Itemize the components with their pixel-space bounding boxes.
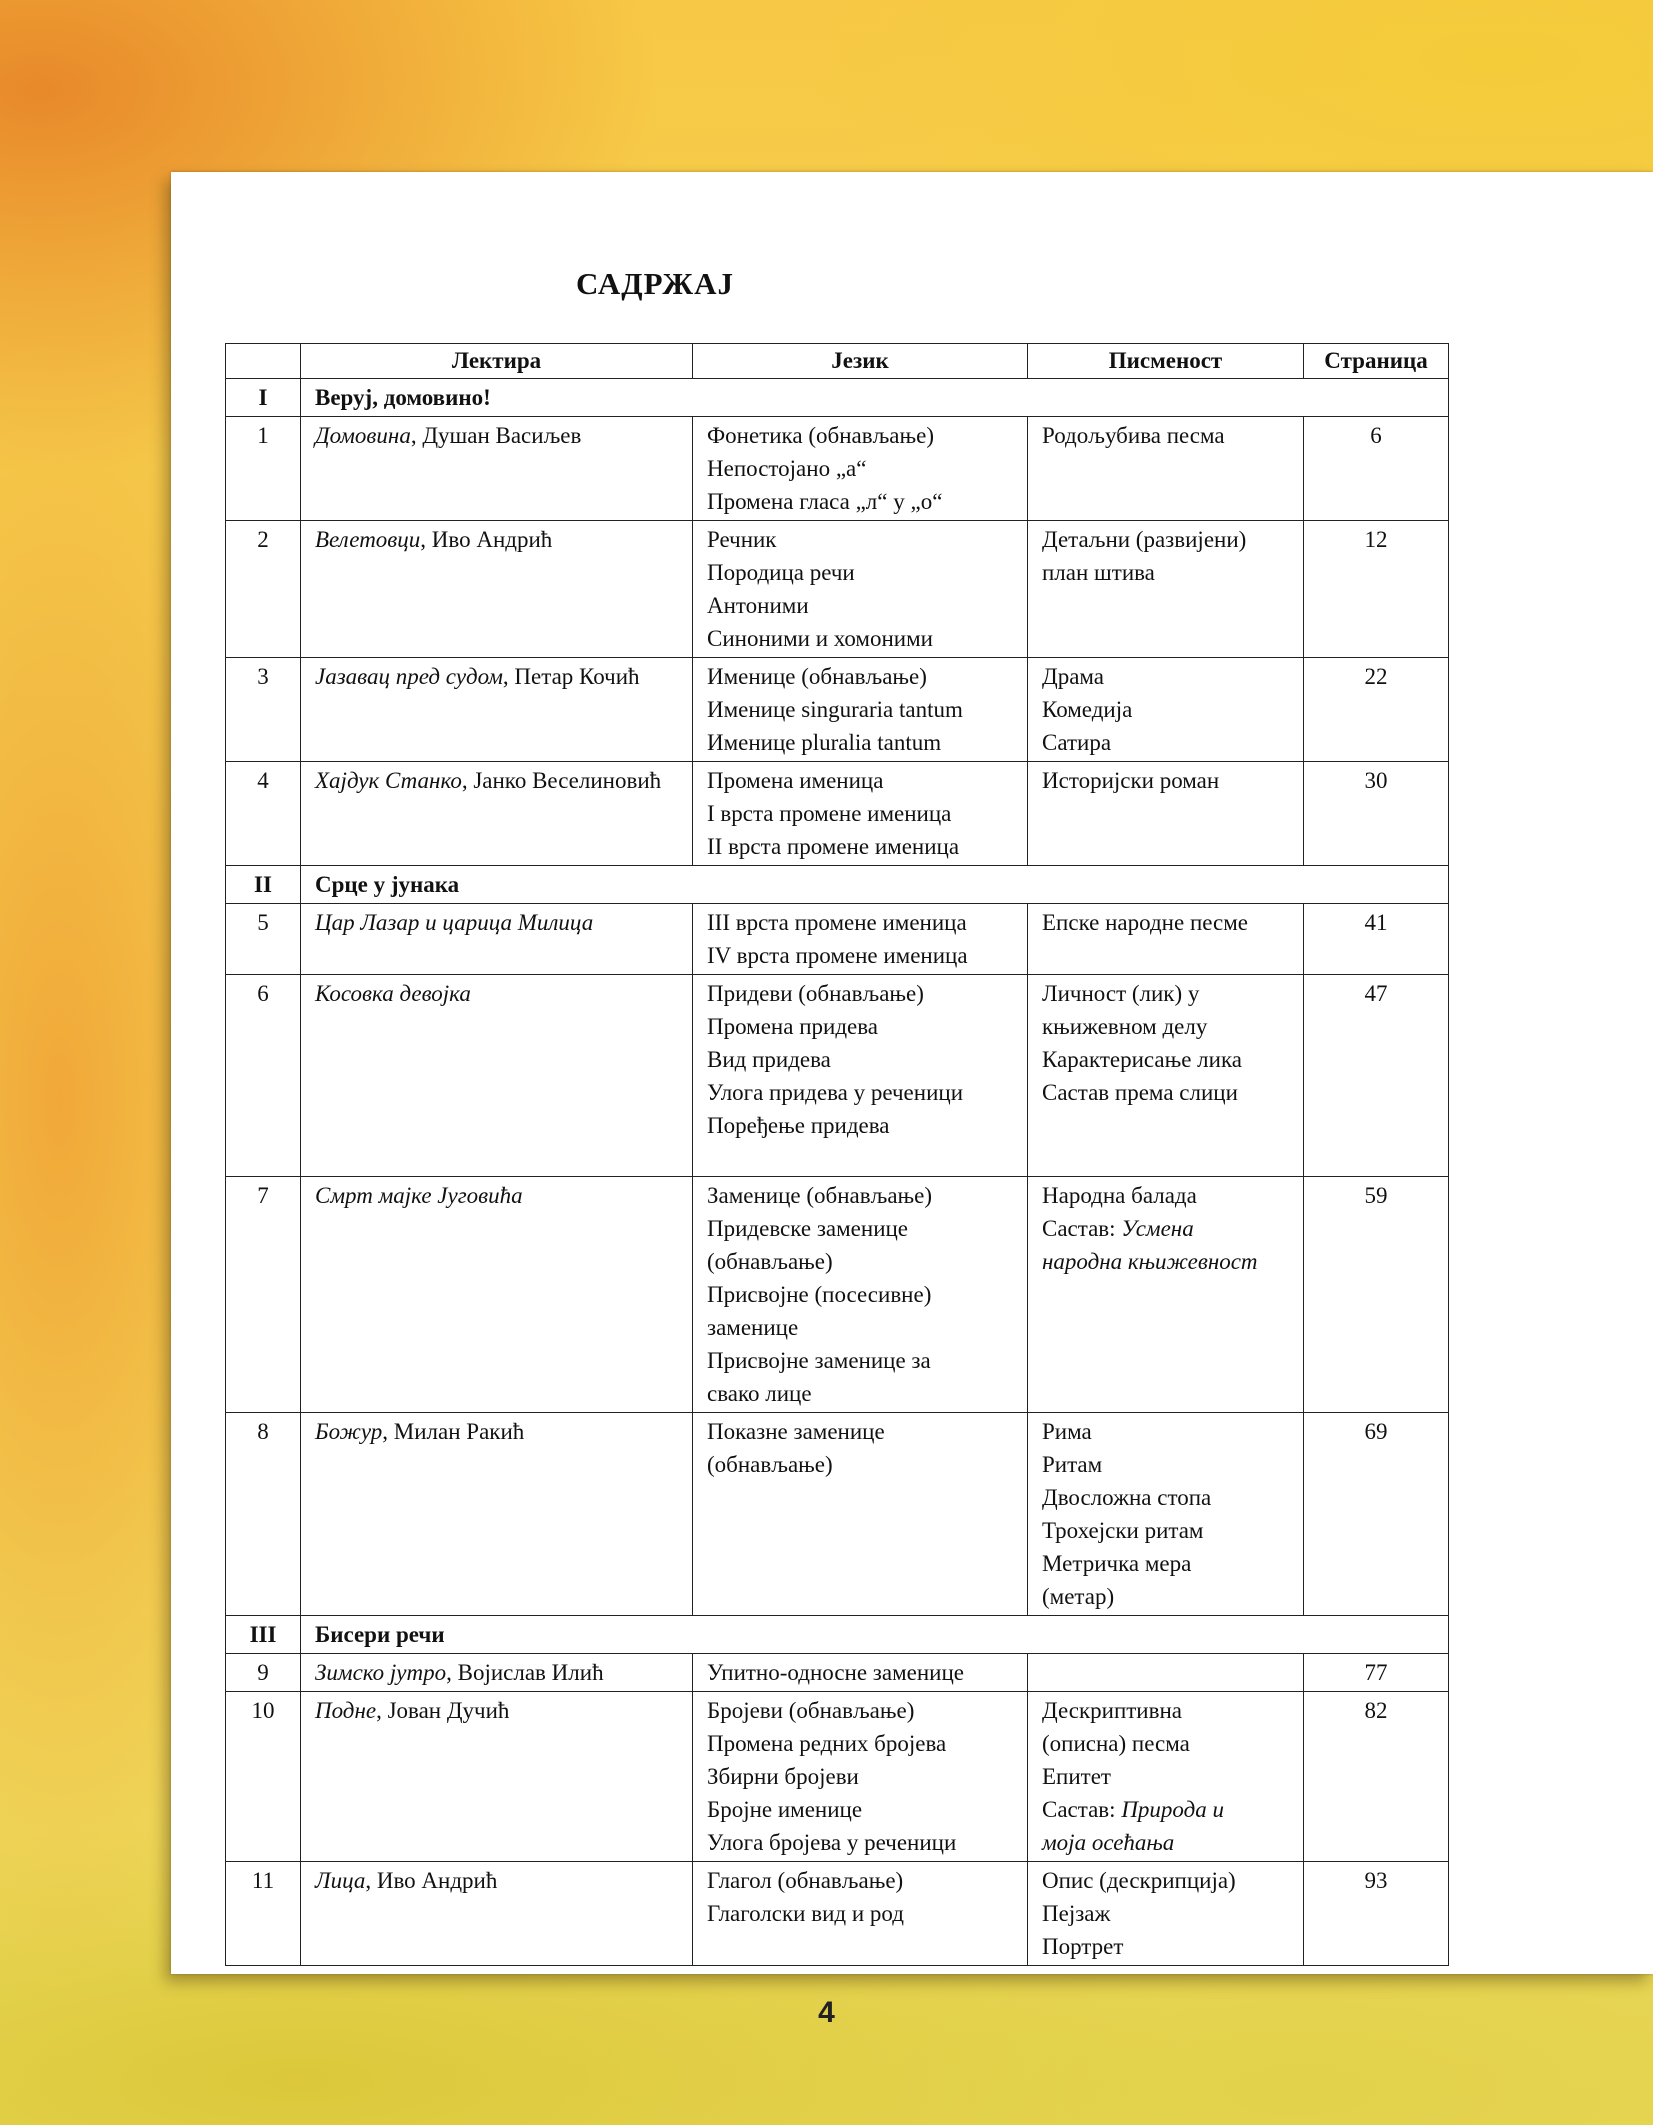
- pismenost-cell: [1028, 1413, 1304, 1616]
- lektira-cell: [301, 521, 693, 658]
- work-author: , Иво Андрић: [365, 1868, 498, 1893]
- page-ref: 77: [1304, 1654, 1449, 1692]
- pismenost-item: (метар): [1042, 1584, 1115, 1609]
- row-number: 11: [226, 1862, 301, 1966]
- jezik-item: Промена придева: [707, 1014, 878, 1039]
- row-number: 3: [226, 658, 301, 762]
- lektira-cell: [301, 1413, 693, 1616]
- pismenost-italic: Природа и: [1121, 1797, 1225, 1822]
- pismenost-cell: [1028, 1862, 1304, 1966]
- jezik-item: Именице pluralia tantum: [707, 730, 942, 755]
- pismenost-item: план штива: [1042, 560, 1155, 585]
- pismenost-item: Опис (дескрипција): [1042, 1868, 1236, 1893]
- contents-table: [225, 343, 1449, 1966]
- work-title: Цар Лазар и царица Милица: [315, 910, 594, 935]
- page-ref: 93: [1304, 1862, 1449, 1966]
- pismenost-cell: [1028, 1692, 1304, 1862]
- pismenost-item: [1042, 1212, 1289, 1245]
- pismenost-cell: [1028, 521, 1304, 658]
- header-stranica: Страница: [1304, 344, 1449, 379]
- pismenost-item: Народна балада: [1042, 1183, 1197, 1208]
- table-row: [226, 521, 1449, 658]
- jezik-cell: [693, 1654, 1028, 1692]
- header-pismenost: Писменост: [1028, 344, 1304, 379]
- jezik-item: свако лице: [707, 1381, 812, 1406]
- page-ref: 47: [1304, 975, 1449, 1177]
- table-row: [226, 904, 1449, 975]
- jezik-item: Глаголски вид и род: [707, 1901, 904, 1926]
- table-row: [226, 762, 1449, 866]
- pismenost-item: Портрет: [1042, 1934, 1124, 1959]
- jezik-item: III врста промене именица: [707, 910, 967, 935]
- lektira-cell: [301, 762, 693, 866]
- table-row: [226, 417, 1449, 521]
- pismenost-item: Карактерисање лика: [1042, 1047, 1243, 1072]
- jezik-item: (обнављање): [707, 1452, 833, 1477]
- work-title: Подне: [315, 1698, 377, 1723]
- jezik-item: Непостојано „а“: [707, 456, 867, 481]
- pismenost-item: Метричка мера: [1042, 1551, 1192, 1576]
- lektira-cell: [301, 1862, 693, 1966]
- lektira-cell: [301, 904, 693, 975]
- jezik-item: Антоними: [707, 593, 809, 618]
- jezik-item: Бројеви (обнављање): [707, 1698, 915, 1723]
- jezik-item: Присвојне (посесивне): [707, 1282, 932, 1307]
- header-num: [226, 344, 301, 379]
- jezik-cell: [693, 1692, 1028, 1862]
- jezik-item: Улога бројева у реченици: [707, 1830, 957, 1855]
- jezik-item: (обнављање): [707, 1249, 833, 1274]
- work-title: Велетовци: [315, 527, 421, 552]
- pismenost-prefix: Састав:: [1042, 1216, 1122, 1241]
- lektira-cell: [301, 1692, 693, 1862]
- table-row: [226, 1654, 1449, 1692]
- pismenost-item: Личност (лик) у: [1042, 981, 1200, 1006]
- pismenost-cell: [1028, 975, 1304, 1177]
- jezik-item: Промена именица: [707, 768, 884, 793]
- pismenost-cell: [1028, 1654, 1304, 1692]
- page-ref: 69: [1304, 1413, 1449, 1616]
- jezik-item: Улога придева у реченици: [707, 1080, 963, 1105]
- pismenost-item: Драма: [1042, 664, 1105, 689]
- section-row: [226, 1616, 1449, 1654]
- jezik-cell: [693, 417, 1028, 521]
- jezik-item: I врста промене именица: [707, 801, 952, 826]
- pismenost-italic: народна књижевност: [1042, 1249, 1258, 1274]
- jezik-item: Присвојне заменице за: [707, 1348, 931, 1373]
- page-ref: 22: [1304, 658, 1449, 762]
- page-ref: 12: [1304, 521, 1449, 658]
- jezik-item: Промена гласа „л“ у „о“: [707, 489, 943, 514]
- jezik-item: Именице singuraria tantum: [707, 697, 963, 722]
- work-title: Божур: [315, 1419, 383, 1444]
- table-row: [226, 1177, 1449, 1413]
- section-row: [226, 379, 1449, 417]
- row-number: 10: [226, 1692, 301, 1862]
- row-number: 6: [226, 975, 301, 1177]
- pismenost-item: Комедија: [1042, 697, 1133, 722]
- work-author: , Петар Кочић: [502, 664, 640, 689]
- pismenost-item: Састав према слици: [1042, 1080, 1238, 1105]
- jezik-cell: [693, 1413, 1028, 1616]
- pismenost-item: (описна) песма: [1042, 1731, 1190, 1756]
- jezik-item: Именице (обнављање): [707, 664, 927, 689]
- work-author: , Јанко Веселиновић: [461, 768, 662, 793]
- jezik-item: Вид придева: [707, 1047, 831, 1072]
- page-number: 4: [818, 1996, 835, 2029]
- pismenost-item: Сатира: [1042, 730, 1112, 755]
- pismenost-cell: [1028, 904, 1304, 975]
- work-title: Јазавац пред судом: [315, 664, 503, 689]
- header-lektira: Лектира: [301, 344, 693, 379]
- pismenost-item: Историјски роман: [1042, 768, 1220, 793]
- section-title: Бисери речи: [301, 1616, 1449, 1654]
- pismenost-item: Рима: [1042, 1419, 1092, 1444]
- pismenost-cell: [1028, 1177, 1304, 1413]
- jezik-item: Упитно-односне заменице: [707, 1660, 964, 1685]
- jezik-item: Показне заменице: [707, 1419, 885, 1444]
- work-author: , Јован Дучић: [376, 1698, 510, 1723]
- page-ref: 30: [1304, 762, 1449, 866]
- work-author: , Војислав Илић: [446, 1660, 604, 1685]
- pismenost-item: Дескриптивна: [1042, 1698, 1182, 1723]
- jezik-item: Глагол (обнављање): [707, 1868, 904, 1893]
- row-number: 4: [226, 762, 301, 866]
- jezik-item: Поређење придева: [707, 1113, 890, 1138]
- jezik-item: Фонетика (обнављање): [707, 423, 935, 448]
- pismenost-item: књижевном делу: [1042, 1014, 1208, 1039]
- page-ref: 6: [1304, 417, 1449, 521]
- jezik-item: Синоними и хомоними: [707, 626, 933, 651]
- page-title: САДРЖАЈ: [576, 266, 734, 301]
- lektira-cell: [301, 975, 693, 1177]
- page-ref: 59: [1304, 1177, 1449, 1413]
- lektira-cell: [301, 1177, 693, 1413]
- jezik-cell: [693, 1177, 1028, 1413]
- pismenost-item: Двосложна стопа: [1042, 1485, 1212, 1510]
- lektira-cell: [301, 1654, 693, 1692]
- table-row: [226, 1862, 1449, 1966]
- section-title: Срце у јунака: [301, 866, 1449, 904]
- pismenost-item: Трохејски ритам: [1042, 1518, 1204, 1543]
- pismenost-item: Родољубива песма: [1042, 423, 1225, 448]
- table-row: [226, 658, 1449, 762]
- pismenost-italic: Усмена: [1121, 1216, 1194, 1241]
- section-title: Веруј, домовино!: [301, 379, 1449, 417]
- jezik-item: Придевске заменице: [707, 1216, 909, 1241]
- pismenost-item: Пејзаж: [1042, 1901, 1111, 1926]
- work-title: Домовина: [315, 423, 411, 448]
- lektira-cell: [301, 658, 693, 762]
- work-author: , Душан Васиљев: [410, 423, 582, 448]
- pismenost-item: Детаљни (развијени): [1042, 527, 1247, 552]
- work-author: , Иво Андрић: [420, 527, 553, 552]
- row-number: 8: [226, 1413, 301, 1616]
- pismenost-cell: [1028, 762, 1304, 866]
- jezik-item: заменице: [707, 1315, 799, 1340]
- work-title: Хајдук Станко: [315, 768, 462, 793]
- jezik-item: Придеви (обнављање): [707, 981, 924, 1006]
- lektira-cell: [301, 417, 693, 521]
- jezik-item: Промена редних бројева: [707, 1731, 947, 1756]
- section-row: [226, 866, 1449, 904]
- section-number: II: [226, 866, 301, 904]
- jezik-item: Речник: [707, 527, 777, 552]
- pismenost-prefix: Састав:: [1042, 1797, 1122, 1822]
- row-number: 1: [226, 417, 301, 521]
- pismenost-item: [1042, 1793, 1289, 1826]
- jezik-cell: [693, 904, 1028, 975]
- jezik-item: II врста промене именица: [707, 834, 960, 859]
- section-number: I: [226, 379, 301, 417]
- page-ref: 41: [1304, 904, 1449, 975]
- work-title: Лица: [315, 1868, 366, 1893]
- table-row: [226, 1692, 1449, 1862]
- row-number: 9: [226, 1654, 301, 1692]
- jezik-item: Бројне именице: [707, 1797, 863, 1822]
- jezik-item: IV врста промене именица: [707, 943, 968, 968]
- page-ref: 82: [1304, 1692, 1449, 1862]
- row-number: 7: [226, 1177, 301, 1413]
- pismenost-item: Епске народне песме: [1042, 910, 1249, 935]
- jezik-item: Заменице (обнављање): [707, 1183, 933, 1208]
- pismenost-italic: моја осећања: [1042, 1830, 1175, 1855]
- jezik-cell: [693, 521, 1028, 658]
- row-number: 5: [226, 904, 301, 975]
- table-row: [226, 975, 1449, 1177]
- jezik-cell: [693, 762, 1028, 866]
- row-number: 2: [226, 521, 301, 658]
- work-title: Косовка девојка: [315, 981, 471, 1006]
- pismenost-cell: [1028, 658, 1304, 762]
- table-row: [226, 1413, 1449, 1616]
- jezik-item: Збирни бројеви: [707, 1764, 859, 1789]
- jezik-item: Породица речи: [707, 560, 855, 585]
- pismenost-item: Ритам: [1042, 1452, 1103, 1477]
- jezik-cell: [693, 658, 1028, 762]
- section-number: III: [226, 1616, 301, 1654]
- work-title: Смрт мајке Југовића: [315, 1183, 523, 1208]
- pismenost-item: Епитет: [1042, 1764, 1111, 1789]
- jezik-cell: [693, 1862, 1028, 1966]
- header-jezik: Језик: [693, 344, 1028, 379]
- work-author: , Милан Ракић: [382, 1419, 525, 1444]
- work-title: Зимско јутро: [315, 1660, 447, 1685]
- header-row: [226, 344, 1449, 379]
- jezik-cell: [693, 975, 1028, 1177]
- pismenost-cell: [1028, 417, 1304, 521]
